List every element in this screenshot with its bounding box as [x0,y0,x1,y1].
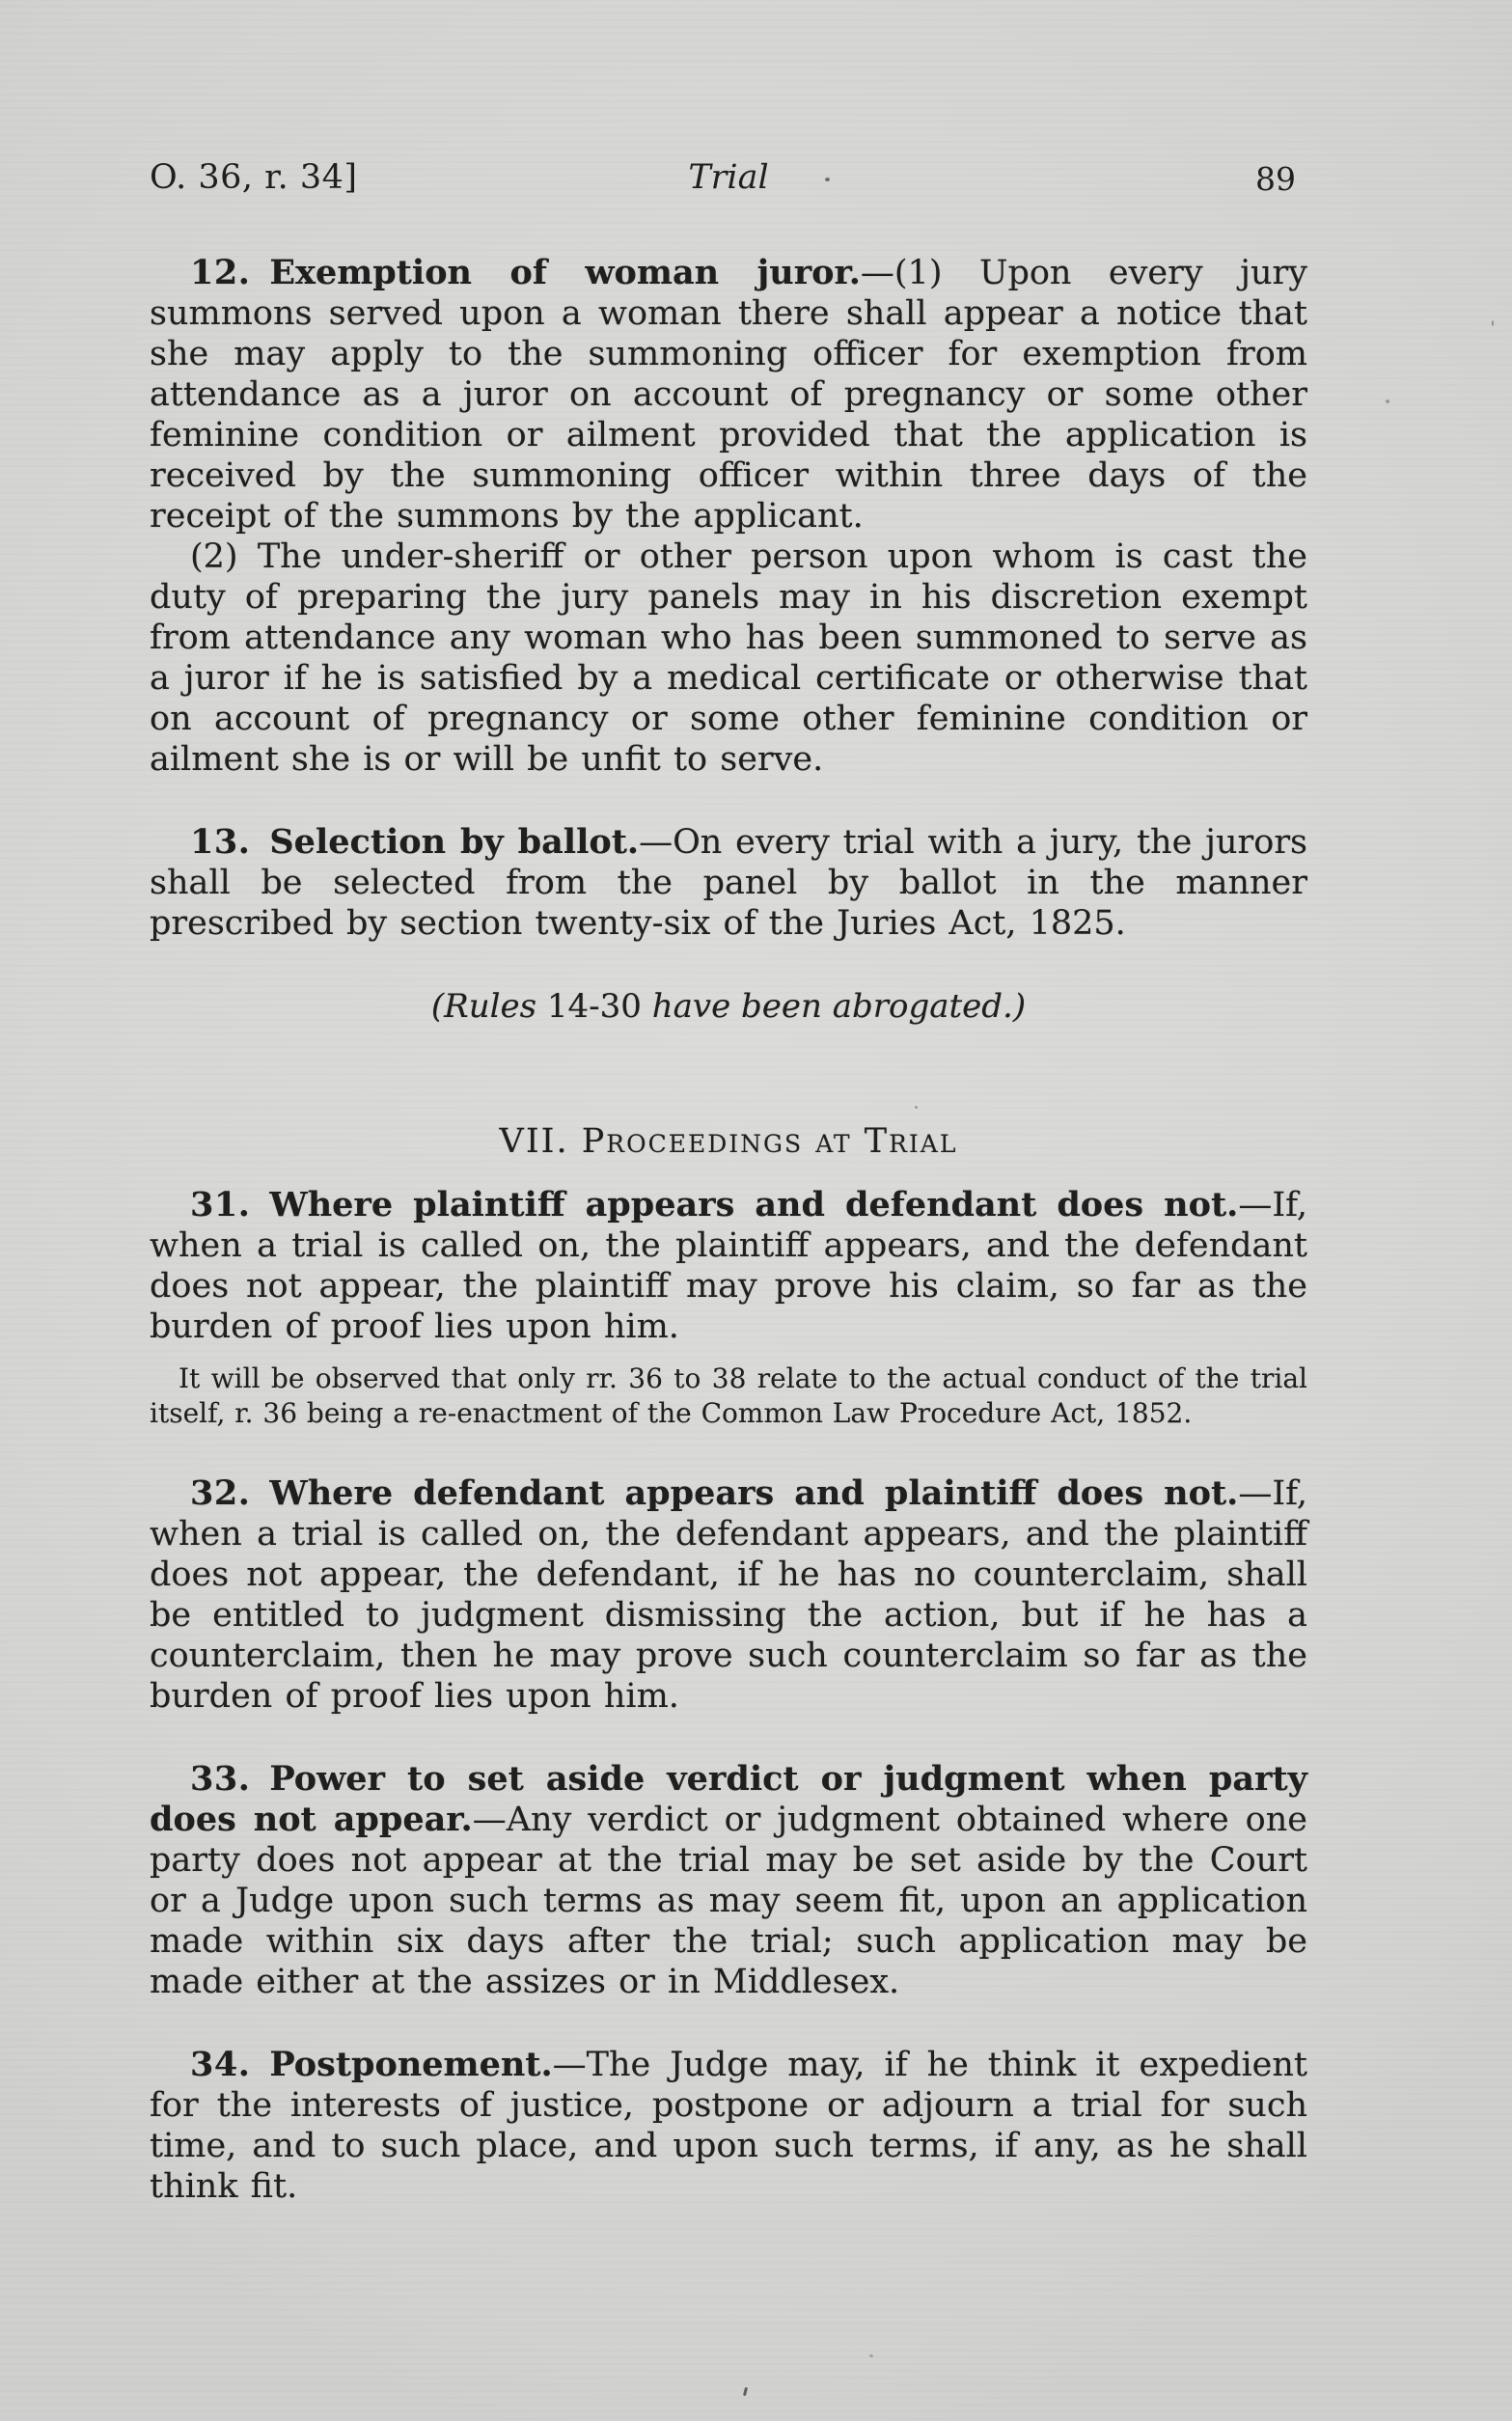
scan-speck [1386,399,1389,403]
rule-31-heading: Where plaintiff appears and defendant does not. [269,1185,1239,1224]
abrogation-note [150,986,1307,1027]
abrogation-note-suffix: have been abrogated.) [651,987,1027,1026]
rule-12-text: —(1) Upon every jury summons served upon a woman there shall appear a notice that she may apply to the summoning officer for exemption from attendance as a juror on account of pregnancy or some other feminine condition or ailment provided that the application is received by the summoning officer within three days of the receipt of the summons by the applicant. [150,254,1307,536]
rule-34-heading: Postponement. [269,2045,553,2084]
rule-32-paragraph [150,1473,1307,1717]
rule-33-number: 33. [190,1759,251,1799]
rule-13-paragraph [150,822,1307,944]
rule-13-number: 13. [190,822,251,862]
rule-33-heading: Power to set aside verdict or judgment when party does not appear. [150,1759,1307,1839]
abrogation-note-prefix: (Rules [430,987,547,1026]
commentary-note: It will be observed that only rr. 36 to 38 relate to the actual conduct of the trial itself, r. 36 being a re-enactment of the Common Law Procedure Act, 1852. [150,1362,1307,1429]
running-header [150,157,1307,198]
header-running-title: Trial [688,158,769,197]
abrogation-note-range: 14-30 [546,987,652,1026]
scan-speck [869,2354,873,2357]
rule-32-number: 32. [190,1473,251,1513]
rule-31-paragraph [150,1185,1307,1347]
rule-34-number: 34. [190,2045,251,2084]
rule-33-text: —Any verdict or judgment obtained where one party does not appear at the trial may be set aside by the Court or a Judge upon such terms as may seem fit, upon an application made within six days after the trial; such application may be made either at the assizes or in Middlesex. [150,1801,1307,2001]
rule-12-number: 12. [190,253,251,292]
scan-speck [743,2387,748,2396]
rule-12-heading: Exemption of woman juror. [269,253,861,292]
rule-32-heading: Where defendant appears and plaintiff does not. [269,1473,1239,1513]
rule-12-paragraph-2: (2) The under-sheriff or other person upon whom is cast the duty of preparing the jury panels may in his discretion exempt from attendance any woman who has been summoned to serve as a juror if he is satisfied by a medical certificate or otherwise that on account of pregnancy or some other feminine condition or ailment she is or will be unfit to serve. [150,537,1307,779]
part-heading: VII. Proceedings at Trial [499,1122,958,1161]
rule-31-number: 31. [190,1185,251,1224]
rule-32-text: —If, when a trial is called on, the defendant appears, and the plaintiff does not appear, the defendant, if he has no counterclaim, shall be entitled to judgment dismissing the action, but if he has a counterclaim, then he may prove such counterclaim so far as the burden of proof lies upon him. [150,1474,1307,1716]
rule-34-paragraph [150,2045,1307,2207]
scan-speck [1492,320,1494,326]
rule-34-text: —The Judge may, if he think it expedient for the interests of justice, postpone or adjourn a trial for such time, and to such place, and upon such terms, if any, as he shall think fit. [150,2046,1307,2206]
rule-13-text: —On every trial with a jury, the jurors shall be selected from the panel by ballot in the manner prescribed by section twenty-six of the Juries Act, 1825. [150,823,1308,943]
header-citation: O. 36, r. 34] [150,158,358,197]
scan-speck [825,178,830,181]
rule-31-text: —If, when a trial is called on, the plaintiff appears, and the defendant does not appear, the plaintiff may prove his claim, so far as the burden of proof lies upon him. [150,1186,1307,1346]
rule-33-paragraph [150,1759,1307,2002]
text-block [150,157,1307,2207]
rule-12-paragraph-1 [150,253,1307,536]
scan-speck [915,1106,918,1109]
page-number: 89 [1255,160,1296,198]
rule-13-heading: Selection by ballot. [269,822,640,862]
